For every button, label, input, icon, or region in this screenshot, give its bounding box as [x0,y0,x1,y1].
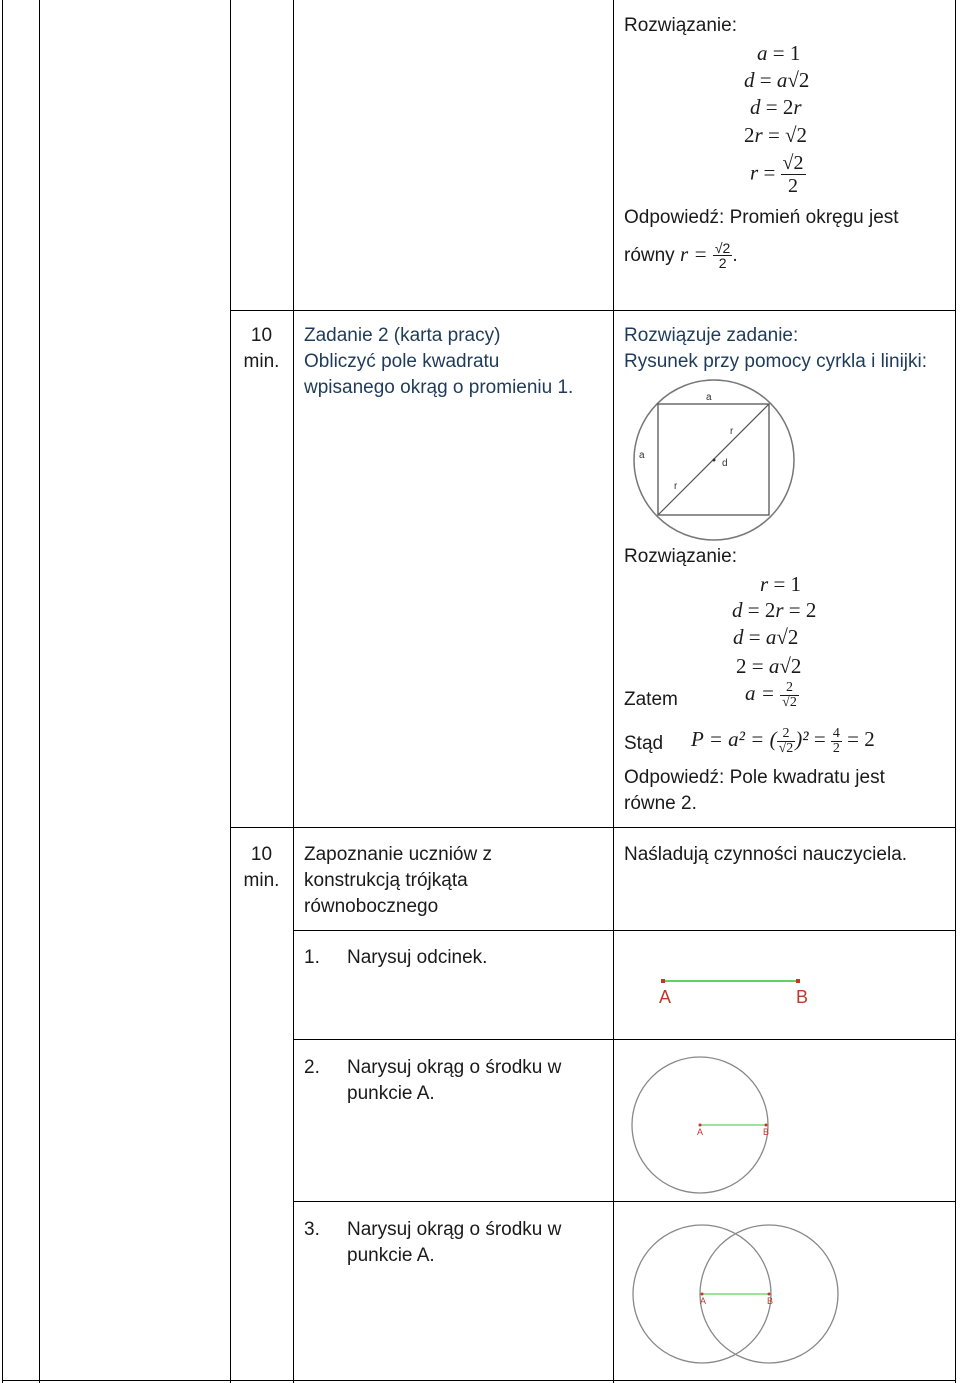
table-border-left [2,0,3,1383]
answer-num: √2 [714,240,731,257]
point-b [796,979,800,983]
table-col-divider-3 [293,0,294,1383]
time-value: 10 [250,325,273,346]
answer-line: Odpowiedź: Promień okręgu jest [624,207,899,228]
two-circles-figure [630,1224,840,1369]
label-b: B [796,987,809,1007]
label-r-lower: r [674,481,678,492]
answer-den: 2 [718,255,727,272]
label-d: d [722,458,728,469]
solution-heading: Rozwiązanie: [624,15,737,36]
point-a [661,979,665,983]
task-text: konstrukcją trójkąta [304,870,468,891]
stad-label: Stąd [624,733,664,754]
task-text: równobocznego [304,896,439,917]
answer-prefix: równy [624,245,675,266]
time-value: 10 [250,844,273,865]
label-a: A [659,987,672,1007]
label-a-left: a [639,450,645,461]
step-text: Narysuj okrąg o środku w [347,1219,562,1240]
step-text: Narysuj okrąg o środku w [347,1057,562,1078]
segment-figure [650,970,820,1010]
row-divider [230,310,956,311]
solution-heading: Rozwiązanie: [624,546,737,567]
activity-heading: Rozwiązuje zadanie: [624,325,799,346]
equation: a = 1 [757,41,801,65]
row-divider [293,930,956,931]
equation: 2r = √2 [744,123,808,147]
task-title: Zadanie 2 (karta pracy) [304,325,501,346]
step-text: punkcie A. [347,1083,435,1104]
table-col-divider-4 [613,0,614,1383]
table-col-divider-1 [39,0,40,1383]
step-text: punkcie A. [347,1245,435,1266]
center-point [713,459,716,462]
square-in-circle-figure [625,388,800,533]
time-unit: min. [243,870,280,891]
step-text: Narysuj odcinek. [347,947,488,968]
answer-line [624,241,738,270]
label-a: A [700,1296,707,1306]
label-a: A [697,1127,704,1137]
task-text: wpisanego okrąg o promieniu 1. [304,377,574,398]
equation: d = 2r = 2 [732,598,817,622]
answer-line: Odpowiedź: Pole kwadratu jest [624,767,885,788]
label-a-top: a [706,392,712,403]
step-number: 2. [304,1057,320,1078]
task-text: Obliczyć pole kwadratu [304,351,500,372]
step-number: 1. [304,947,320,968]
zatem-equation: a = $\frac{2}{√2}$ [745,679,797,710]
circle-a-figure [630,1055,775,1200]
task-text: Zapoznanie uczniów z [304,844,492,865]
label-b: B [767,1296,774,1306]
step-number: 3. [304,1219,320,1240]
table-border-bottom [2,1380,956,1381]
table-col-divider-2 [230,0,231,1383]
activity-subheading: Rysunek przy pomocy cyrkla i linijki: [624,351,928,372]
label-r-upper: r [730,426,734,437]
equation: 2 = a√2 [736,654,802,678]
row-divider [293,1039,956,1040]
row-divider [293,1201,956,1202]
answer-r: r = [679,242,708,266]
activity-text: Naśladują czynności nauczyciela. [624,844,908,865]
equation: d = 2r [750,95,802,119]
stad-equation: P = a² = ( $\frac{2}{√2}$ )² = $\frac{4}{2}$ = 2 [691,725,875,756]
equation: d = a√2 [733,625,799,649]
zatem-label: Zatem [624,689,678,710]
row-divider [230,827,956,828]
equation: d = a√2 [744,68,810,92]
equation: r = 1 [760,572,802,596]
answer-end: . [732,245,738,266]
time-unit: min. [243,351,280,372]
label-b: B [763,1127,770,1137]
equation: r = $\frac{√2}{2}$ [750,152,804,197]
answer-line: równe 2. [624,793,697,814]
table-border-right [955,0,956,1383]
